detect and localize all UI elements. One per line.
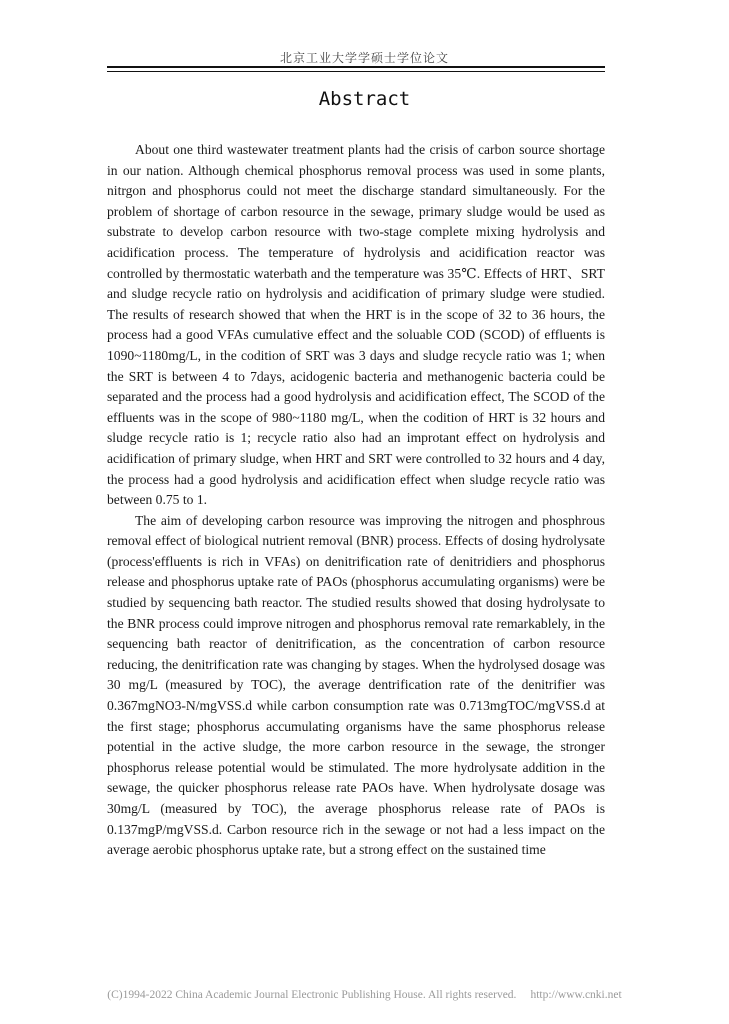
footer-copyright: (C)1994-2022 China Academic Journal Electronic Publishing House. All rights reserved. — [107, 989, 517, 1001]
abstract-body — [107, 140, 605, 861]
abstract-paragraph-1: About one third wastewater treatment plants had the crisis of carbon source shortage in our nation. Although chemical phosphorus removal process was used in some plants, nitrgon and phosphorus could not meet the discharge standard simultaneously. For the problem of shortage of carbon resource in the sewage, primary sludge would be used as substrate to develop carbon resource with two-stage complete mixing hydrolysis and acidification process. The temperature of hydrolysis and acidification reactor was controlled by thermostatic waterbath and the temperature was 35℃. Effects of HRT、SRT and sludge recycle ratio on hydrolysis and acidification of primary sludge were studied. The results of research showed that when the HRT is in the scope of 32 to 36 hours, the process had a good VFAs cumulative effect and the soluable COD (SCOD) of effluents is 1090~1180mg/L, in the codition of SRT was 3 days and sludge recycle ratio was 1; when the SRT is between 4 to 7days, acidogenic bacteria and methanogenic bacteria could be separated and the process had a good hydrolysis and acidification effect, The SCOD of the effluents was in the scope of 980~1180 mg/L, when the codition of HRT is 32 hours and sludge recycle ratio is 1; recycle ratio also had an improtant effect on hydrolysis and acidification of primary sludge, when HRT and SRT were controlled to 32 hours and 4 day, the process had a good hydrolysis and acidification effect when sludge recycle ratio was between 0.75 to 1. — [107, 142, 605, 508]
page-footer — [0, 989, 729, 1001]
running-header: 北京工业大学学硕士学位论文 — [279, 51, 449, 65]
footer-url-link[interactable]: http://www.cnki.net — [530, 989, 622, 1001]
abstract-title: Abstract — [318, 88, 411, 110]
header-rule-thick — [107, 66, 605, 68]
header-rule-thin — [107, 71, 605, 72]
abstract-paragraph-2: The aim of developing carbon resource was improving the nitrogen and phosphrous removal effect of biological nutrient removal (BNR) process. Effects of dosing hydrolysate (process'effluents is rich in VFAs) on denitrification rate of denitridiers and phosphorus release and phosphorus uptake rate of PAOs (phosphorus accumulating organisms) were be studied by sequencing bath reactor. The studied results showed that dosing hydrolysate to the BNR process could improve nitrogen and phosphorus removal rate remarkablely, in the sequencing bath reactor of denitrification, as the concentration of carbon resource reducing, the denitrification rate was changing by stages. When the hydrolysed dosage was 30 mg/L (measured by TOC), the average dentrification rate of the denitrifier was 0.367mgNO3-N/mgVSS.d while carbon consumption rate was 0.713mgTOC/mgVSS.d at the first stage; phosphorus accumulating organisms have the same phosphorus release potential in the active sludge, the more carbon resource in the sewage, the stronger phosphorus release potential would be stimulated. The more hydrolysate addition in the sewage, the quicker phosphorus release rate PAOs have. When hydrolysate dosage was 30mg/L (measured by TOC), the average phosphorus release rate of PAOs is 0.137mgP/mgVSS.d. Carbon resource rich in the sewage or not had a less impact on the average aerobic phosphorus uptake rate, but a strong effect on the sustained time — [107, 512, 605, 858]
